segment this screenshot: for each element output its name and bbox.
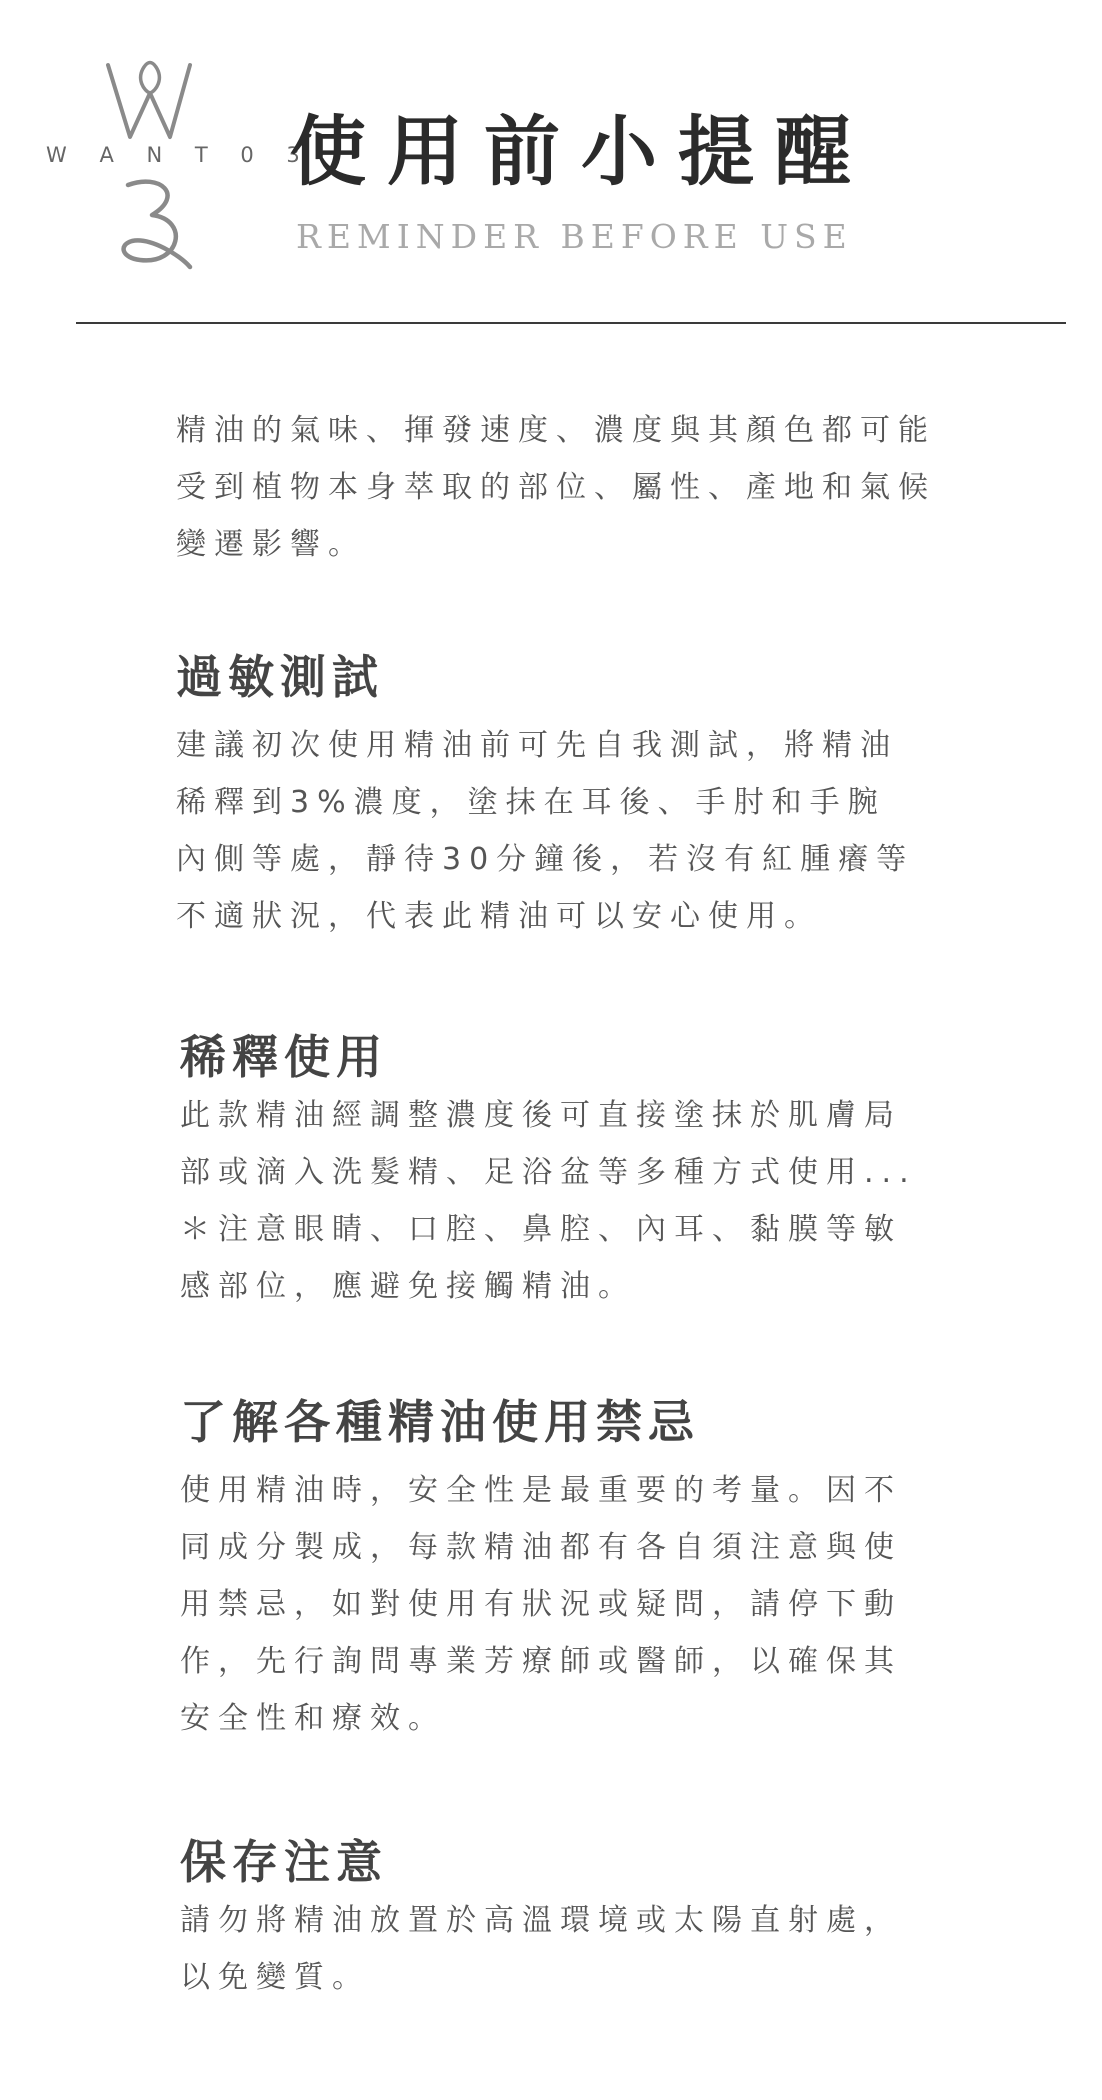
section-line: 請勿將精油放置於高溫環境或太陽直射處， (180, 1903, 902, 1939)
section-line: 作，先行詢問專業芳療師或醫師，以確保其 (180, 1644, 902, 1680)
section-title: 保存注意 (180, 1835, 388, 1889)
section-line: ＊注意眼睛、口腔、鼻腔、內耳、黏膜等敏 (180, 1212, 902, 1248)
page-subtitle: REMINDER BEFORE USE (296, 217, 853, 256)
section-contraindications (180, 1395, 980, 1747)
intro-paragraph (176, 402, 996, 573)
section-storage (180, 1835, 980, 2006)
section-title: 過敏測試 (176, 650, 384, 704)
intro-line: 變遷影響。 (176, 527, 366, 562)
section-line: 此款精油經調整濃度後可直接塗抹於肌膚局 (180, 1098, 902, 1134)
section-body (176, 717, 976, 945)
section-line: 不適狀況，代表此精油可以安心使用。 (176, 899, 822, 935)
section-allergy-test (176, 650, 976, 945)
section-line: 內側等處，靜待30分鐘後，若沒有紅腫癢等 (176, 842, 915, 878)
section-line: 以免變質。 (180, 1960, 370, 1996)
section-dilution (180, 1030, 980, 1315)
page-header (0, 0, 1102, 330)
section-title: 了解各種精油使用禁忌 (180, 1395, 700, 1449)
section-line: 部或滴入洗髮精、足浴盆等多種方式使用... (180, 1155, 917, 1191)
section-line: 感部位，應避免接觸精油。 (180, 1269, 636, 1305)
header-divider (76, 322, 1066, 324)
section-line: 稀釋到3%濃度，塗抹在耳後、手肘和手腕 (176, 785, 886, 821)
section-line: 同成分製成，每款精油都有各自須注意與使 (180, 1530, 902, 1566)
page-title: 使用前小提醒 (290, 107, 872, 196)
section-line: 用禁忌，如對使用有狀況或疑問，請停下動 (180, 1587, 902, 1623)
section-body (180, 1087, 980, 1315)
intro-line: 精油的氣味、揮發速度、濃度與其顏色都可能 (176, 413, 936, 448)
intro-line: 受到植物本身萃取的部位、屬性、產地和氣候 (176, 470, 936, 505)
section-line: 使用精油時，安全性是最重要的考量。因不 (180, 1473, 902, 1509)
section-line: 安全性和療效。 (180, 1701, 446, 1737)
section-line: 建議初次使用精油前可先自我測試，將精油 (176, 728, 898, 764)
section-body (180, 1462, 980, 1747)
section-body (180, 1892, 980, 2006)
section-title: 稀釋使用 (180, 1030, 388, 1084)
brand-logo-text: W A N T 0 3 (46, 143, 313, 167)
